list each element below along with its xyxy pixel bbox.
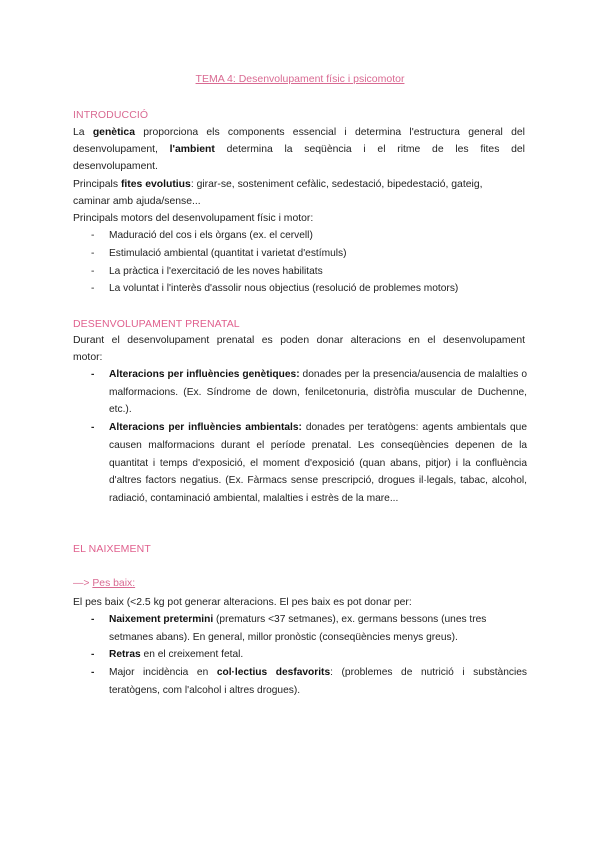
list-item: - Alteracions per influències ambientals: donades per teratògens: agents ambientals que causen malformacions durant el període prenatal. Les conseqüències depenen de la quantitat i temps d'exposició, el moment d'exposició (quan abans, pitjor) i la confluència d'altres factors negatius. (Ex. Fàrmacs sense prescripció, drogues il·legals, tabac, alcohol, radiació, contaminació ambiental, malalties i estrès de la mare... [91, 422, 527, 504]
page-title: TEMA 4: Desenvolupament físic i psicomotor [195, 73, 405, 85]
subsection-pes-baix: —> Pes baix: [73, 578, 136, 589]
list-item: - Naixement pretermini (prematurs <37 setmanes), ex. germans bessons (unes tres setmanes abans). En general, millor pronòstic (conseqüències menys greus). [91, 614, 487, 643]
naixement-intro: El pes baix (<2.5 kg pot generar alteracions. El pes baix es pot donar per: [73, 597, 412, 608]
list-item: - La voluntat i l'interès d'assolir nous objectius (resolució de problemes motors) [91, 283, 459, 295]
intro-motors-lead: Principals motors del desenvolupament físic i motor: [73, 213, 314, 224]
section-heading-introduccio: INTRODUCCIÓ [73, 109, 149, 121]
intro-fites-line1: Principals fites evolutius: girar-se, sosteniment cefàlic, sedestació, bipedestació, gateig, [73, 179, 483, 190]
list-item: - Major incidència en col·lectius desfavorits: (problemes de nutrició i substàncies teratògens, com l'alcohol i altres drogues). [91, 667, 527, 696]
section-heading-naixement: EL NAIXEMENT [73, 543, 151, 555]
naixement-list [91, 611, 527, 700]
intro-fites-line2: caminar amb ajuda/sense... [73, 196, 201, 207]
prenatal-list [91, 366, 527, 508]
intro-paragraph-line2: desenvolupament, l'ambient determina la seqüència i el ritme de les fites del [73, 144, 525, 155]
motors-list [91, 227, 531, 298]
list-item: - Alteracions per influències genètiques: donades per la presencia/ausencia de malalties o malformacions. (Ex. Síndrome de down, fenilcetonuria, distròfia muscular de Duchenne, etc.). [91, 369, 527, 416]
intro-paragraph-line1: La genètica proporciona els components essencial i determina l'estructura general del [73, 127, 525, 138]
list-item: - Maduració del cos i els òrgans (ex. el cervell) [91, 230, 313, 241]
list-item: - Estimulació ambiental (quantitat i varietat d'estímuls) [91, 247, 347, 259]
prenatal-intro-line1: Durant el desenvolupament prenatal es poden donar alteracions en el desenvolupament [73, 335, 525, 346]
list-item: - La pràctica i l'exercitació de les noves habilitats [91, 265, 323, 277]
list-item: - Retras en el creixement fetal. [91, 649, 244, 661]
pes-baix-link[interactable]: Pes baix: [92, 578, 136, 589]
prenatal-intro-line2: motor: [73, 352, 103, 363]
intro-paragraph-line3: desenvolupament. [73, 161, 158, 172]
section-heading-prenatal: DESENVOLUPAMENT PRENATAL [73, 318, 240, 330]
